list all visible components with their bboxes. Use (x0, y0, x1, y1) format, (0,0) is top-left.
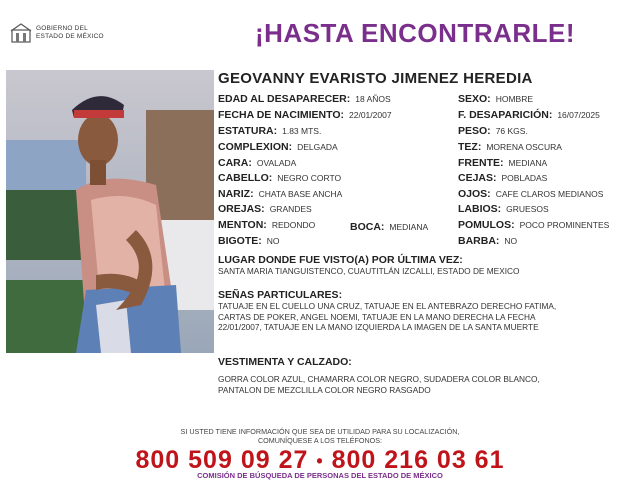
value-peso: 76 KGS. (495, 126, 528, 136)
commission-name: COMISIÓN DE BÚSQUEDA DE PERSONAS DEL ESTADO DE MÉXICO (197, 471, 443, 480)
value-tez: MORENA OSCURA (486, 142, 562, 152)
field-cabello (218, 172, 341, 184)
field-cara (218, 157, 296, 169)
value-desaparicion: 16/07/2025 (557, 110, 600, 120)
field-cejas (458, 172, 547, 184)
label-frente: FRENTE: (458, 157, 504, 169)
marks-line: CARTAS DE POKER, ANGEL NOEMI, TATUAJE EN LA MANO DERECHA LA FECHA (218, 311, 536, 322)
person-name: GEOVANNY EVARISTO JIMENEZ HEREDIA (218, 70, 533, 87)
label-orejas: OREJAS: (218, 203, 265, 215)
label-nariz: NARIZ: (218, 188, 254, 200)
marks-line: 22/01/2007, TATUAJE EN LA MANO IZQUIERDA LA IMAGEN DE LA SANTA MUERTE (218, 322, 539, 332)
label-edad: EDAD AL DESAPARECER: (218, 93, 351, 105)
value-pomulos: POCO PROMINENTES (519, 220, 610, 230)
label-labios: LABIOS: (458, 203, 502, 215)
field-tez (458, 141, 562, 153)
label-estatura: ESTATURA: (218, 125, 278, 137)
label-barba: BARBA: (458, 235, 500, 247)
marks-text (218, 301, 556, 333)
marks-title: SEÑAS PARTICULARES: (218, 289, 343, 301)
value-estatura: 1.83 MTS. (282, 126, 322, 136)
value-nacimiento: 22/01/2007 (349, 110, 392, 120)
government-logo (10, 22, 120, 46)
value-labios: GRUESOS (506, 204, 549, 214)
label-nacimiento: FECHA DE NACIMIENTO: (218, 109, 344, 121)
field-bigote (218, 235, 280, 247)
phone-2[interactable]: 800 216 03 61 (331, 446, 505, 474)
field-labios (458, 203, 549, 215)
value-barba: NO (504, 236, 518, 246)
value-sexo: HOMBRE (495, 94, 533, 104)
clothing-text (218, 374, 540, 395)
field-desaparicion (458, 109, 600, 121)
field-boca (350, 221, 428, 233)
field-nacimiento (218, 109, 392, 121)
label-pomulos: POMULOS: (458, 219, 515, 231)
last-seen-text: SANTA MARIA TIANGUISTENCO, CUAUTITLÁN IZCALLI, ESTADO DE MEXICO (218, 266, 520, 276)
label-tez: TEZ: (458, 141, 482, 153)
label-desaparicion: F. DESAPARICIÓN: (458, 109, 553, 121)
label-cabello: CABELLO: (218, 172, 273, 184)
field-barba (458, 235, 517, 247)
clothing-line: PANTALON DE MEZCLILLA COLOR NEGRO RASGADO (218, 384, 431, 395)
logo-line-2: ESTADO DE MÉXICO (36, 33, 104, 40)
label-complexion: COMPLEXION: (218, 141, 293, 153)
field-sexo (458, 93, 533, 105)
field-ojos (458, 188, 603, 200)
headline: ¡HASTA ENCONTRARLE! (255, 18, 576, 48)
label-peso: PESO: (458, 125, 491, 137)
field-frente (458, 157, 547, 169)
value-cabello: NEGRO CORTO (277, 173, 342, 183)
clothing-title: VESTIMENTA Y CALZADO: (218, 356, 352, 368)
value-orejas: GRANDES (269, 204, 312, 214)
value-complexion: DELGADA (297, 142, 338, 152)
value-bigote: NO (266, 236, 280, 246)
info-line-2: COMUNÍQUESE A LOS TELÉFONOS: (257, 436, 383, 445)
info-line-1: SI USTED TIENE INFORMACIÓN QUE SEA DE UTILIDAD PARA SU LOCALIZACIÓN, (180, 427, 460, 436)
field-complexion (218, 141, 338, 153)
logo-line-1: GOBIERNO DEL (36, 25, 88, 32)
value-edad: 18 AÑOS (355, 94, 391, 104)
field-peso (458, 125, 528, 137)
label-cara: CARA: (218, 157, 252, 169)
field-nariz (218, 188, 342, 200)
field-pomulos (458, 219, 609, 231)
field-edad (218, 93, 391, 105)
phone-1[interactable]: 800 509 09 27 (135, 446, 309, 474)
value-ojos: CAFE CLAROS MEDIANOS (495, 189, 604, 199)
missing-person-photo (6, 70, 214, 353)
label-cejas: CEJAS: (458, 172, 497, 184)
value-cejas: POBLADAS (501, 173, 548, 183)
value-boca: MEDIANA (389, 222, 429, 232)
field-menton (218, 219, 315, 231)
clothing-line: GORRA COLOR AZUL, CHAMARRA COLOR NEGRO, SUDADERA COLOR BLANCO, (218, 374, 540, 384)
state-seal-icon (10, 22, 32, 44)
phone-separator: • (316, 450, 324, 471)
value-frente: MEDIANA (508, 158, 548, 168)
label-bigote: BIGOTE: (218, 235, 262, 247)
label-menton: MENTON: (218, 219, 267, 231)
label-ojos: OJOS: (458, 188, 491, 200)
label-sexo: SEXO: (458, 93, 491, 105)
field-estatura (218, 125, 321, 137)
contact-info-text (0, 427, 640, 445)
value-cara: OVALADA (256, 158, 297, 168)
field-orejas (218, 203, 312, 215)
label-boca: BOCA: (350, 221, 385, 233)
value-nariz: CHATA BASE ANCHA (258, 189, 343, 199)
marks-line: TATUAJE EN EL CUELLO UNA CRUZ, TATUAJE EN EL ANTEBRAZO DERECHO FATIMA, (218, 301, 557, 311)
last-seen-title: LUGAR DONDE FUE VISTO(A) POR ÚLTIMA VEZ: (218, 254, 463, 266)
value-menton: REDONDO (271, 220, 316, 230)
